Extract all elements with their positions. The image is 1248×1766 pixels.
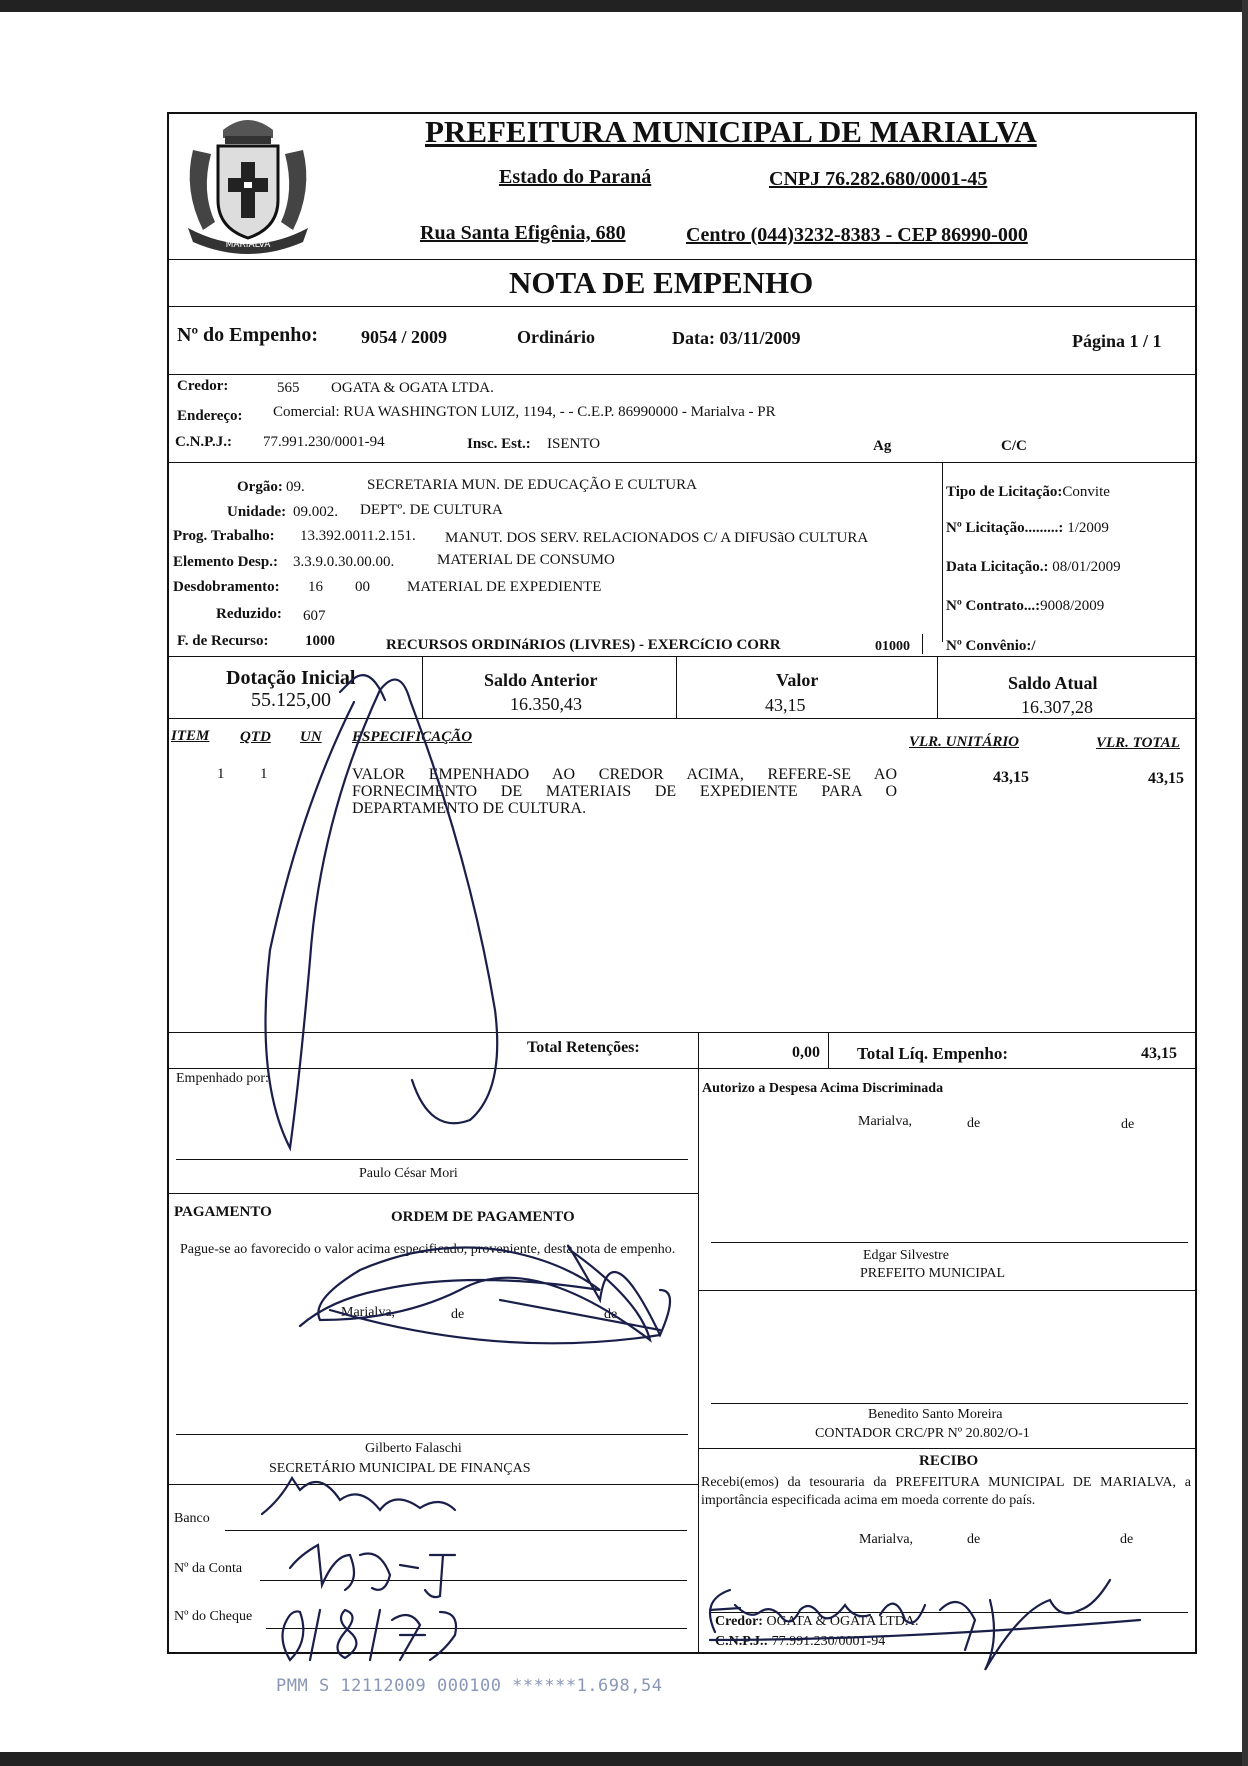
saldo-atual-label: Saldo Atual [1008, 673, 1098, 693]
saldo-anterior-value: 16.350,43 [510, 694, 582, 714]
address-field-label: Endereço: [177, 408, 243, 424]
orgao-code: 09. [286, 479, 305, 495]
desdobramento-name: MATERIAL DE EXPEDIENTE [407, 579, 602, 595]
state-label: Estado do Paraná [499, 166, 652, 188]
page-number: Página 1 / 1 [1072, 331, 1162, 351]
orgao-label: Orgão: [237, 479, 283, 495]
orgao-name: SECRETARIA MUN. DE EDUCAÇÃO E CULTURA [367, 477, 697, 493]
spec-column-header: ESPECIFICAÇÃO [352, 729, 473, 745]
pagamento-de1: de [451, 1307, 465, 1322]
svg-text:MARIALVA: MARIALVA [225, 240, 271, 250]
scan-edge-right [1242, 0, 1248, 1766]
recibo-cnpj: 77.991.230/0001-94 [771, 1634, 886, 1649]
convenio-label: Nº Convênio:/ [946, 638, 1036, 654]
pagamento-place: Marialva, [341, 1305, 396, 1320]
prefeito-name: Edgar Silvestre [863, 1248, 949, 1263]
credor-name: OGATA & OGATA LTDA. [331, 380, 494, 396]
recurso-label: F. de Recurso: [177, 633, 269, 649]
pagamento-text: Pague-se ao favorecido o valor acima especificado, proveniente, desta nota de empenho. [180, 1242, 676, 1257]
prog-code: 13.392.0011.2.151. [300, 528, 416, 544]
saldo-atual-value: 16.307,28 [1021, 697, 1093, 717]
unidade-label: Unidade: [227, 504, 287, 520]
item-total-price: 43,15 [1148, 770, 1184, 787]
prog-label: Prog. Trabalho: [173, 528, 275, 544]
recibo-text: Recebi(emos) da tesouraria da PREFEITURA MUNICIPAL DE MARIALVA, a importância especificada acima em moeda corrente do país. [701, 1475, 1191, 1508]
elemento-label: Elemento Desp.: [173, 554, 278, 570]
recibo-place: Marialva, [859, 1532, 914, 1547]
retencoes-value: 0,00 [792, 1044, 820, 1061]
empenhado-por-name: Paulo César Mori [359, 1166, 458, 1181]
coat-of-arms-icon [173, 110, 323, 262]
autorizo-de1: de [967, 1116, 981, 1131]
recibo-credor-label: Credor: [715, 1614, 763, 1629]
cnpj-label: CNPJ 76.282.680/0001-45 [769, 168, 988, 190]
item-column-header: ITEM [171, 728, 210, 744]
liquido-value: 43,15 [1141, 1045, 1177, 1062]
prog-name: MANUT. DOS SERV. RELACIONADOS C/ A DIFUSãO CULTURA [445, 530, 869, 546]
prefeito-role: PREFEITO MUNICIPAL [860, 1266, 1006, 1281]
desdobramento-label: Desdobramento: [173, 579, 280, 595]
saldo-anterior-label: Saldo Anterior [484, 670, 598, 690]
contrato-label: Nº Contrato...: [946, 598, 1041, 614]
item-specification: VALOR EMPENHADO AO CREDOR ACIMA, REFERE-SE AO FORNECIMENTO DE MATERIAIS DE EXPEDIENTE PARA O DEPARTAMENTO DE CULTURA. [352, 766, 897, 817]
footer-stamp: PMM S 12112009 000100 ******1.698,54 [276, 1676, 663, 1696]
page-title: PREFEITURA MUNICIPAL DE MARIALVA [425, 114, 1037, 149]
scan-edge-bottom [0, 1752, 1248, 1766]
autorizo-place: Marialva, [858, 1114, 913, 1129]
autorizo-label: Autorizo a Despesa Acima Discriminada [702, 1081, 944, 1096]
unidade-code: 09.002. [293, 504, 338, 520]
agency-label: Ag [873, 438, 892, 454]
dotacao-label: Dotação Inicial [226, 667, 356, 689]
recibo-credor: OGATA & OGATA LTDA. [766, 1614, 919, 1629]
desdobramento-code: 16 [308, 579, 323, 595]
contrato-number: 9008/2009 [1040, 598, 1105, 614]
unidade-name: DEPTº. DE CULTURA [360, 502, 503, 518]
insc-est: ISENTO [547, 436, 601, 452]
pagamento-signer-name: Gilberto Falaschi [365, 1441, 462, 1456]
recibo-label: RECIBO [919, 1453, 979, 1469]
licitacao-date: 08/01/2009 [1052, 559, 1121, 575]
item-unit-price: 43,15 [993, 769, 1029, 786]
address-label: Rua Santa Efigênia, 680 [420, 222, 626, 244]
autorizo-de2: de [1121, 1117, 1135, 1132]
licitacao-type-label: Tipo de Licitação: [946, 484, 1063, 500]
recurso-code2: 01000 [875, 639, 910, 654]
empenho-number-label: Nº do Empenho: [177, 324, 319, 346]
recibo-de1: de [967, 1532, 981, 1547]
empenhado-por-label: Empenhado por: [176, 1071, 269, 1086]
reduzido-label: Reduzido: [216, 606, 282, 622]
qtd-column-header: QTD [240, 729, 271, 745]
valor-value: 43,15 [765, 695, 806, 715]
valor-label: Valor [776, 670, 819, 690]
insc-est-label: Insc. Est.: [467, 436, 531, 452]
licitacao-type: Convite [1062, 484, 1110, 500]
document-title: NOTA DE EMPENHO [509, 265, 814, 300]
licitacao-number: 1/2009 [1067, 520, 1109, 536]
credor-code: 565 [277, 380, 300, 396]
cheque-label: Nº do Cheque [174, 1609, 253, 1624]
scan-edge-top [0, 0, 1248, 12]
empenho-date: Data: 03/11/2009 [672, 328, 801, 348]
empenho-type: Ordinário [517, 327, 596, 347]
conta-label: Nº da Conta [174, 1561, 243, 1576]
banco-label: Banco [174, 1511, 210, 1526]
credor-label: Credor: [177, 378, 229, 394]
retencoes-label: Total Retenções: [527, 1039, 640, 1056]
item-number: 1 [217, 766, 225, 782]
nota-de-empenho-form [167, 112, 1197, 1654]
ordem-pagamento-label: ORDEM DE PAGAMENTO [391, 1209, 575, 1225]
recurso-code: 1000 [305, 633, 335, 649]
dotacao-value: 55.125,00 [251, 689, 331, 711]
total-price-column-header: VLR. TOTAL [1096, 735, 1180, 751]
pagamento-de2: de [604, 1307, 618, 1322]
recibo-de2: de [1120, 1532, 1134, 1547]
account-label: C/C [1001, 438, 1027, 454]
credor-address: Comercial: RUA WASHINGTON LUIZ, 1194, - - C.E.P. 86990000 - Marialva - PR [273, 404, 776, 420]
contador-role: CONTADOR CRC/PR Nº 20.802/O-1 [815, 1426, 1030, 1441]
liquido-label: Total Líq. Empenho: [857, 1044, 1008, 1063]
reduzido: 607 [303, 608, 326, 624]
licitacao-date-label: Data Licitação.: [946, 559, 1049, 575]
address-rest-label: Centro (044)3232-8383 - CEP 86990-000 [686, 224, 1028, 246]
item-qtd: 1 [260, 766, 268, 782]
elemento-name: MATERIAL DE CONSUMO [437, 552, 615, 568]
desdobramento-code2: 00 [355, 579, 370, 595]
pagamento-label: PAGAMENTO [174, 1204, 272, 1220]
recibo-cnpj-label: C.N.P.J.: [715, 1634, 769, 1649]
credor-cnpj: 77.991.230/0001-94 [263, 434, 385, 450]
credor-cnpj-label: C.N.P.J.: [175, 434, 232, 450]
contador-name: Benedito Santo Moreira [868, 1407, 1003, 1422]
licitacao-number-label: Nº Licitação.........: [946, 520, 1064, 536]
recurso-name: RECURSOS ORDINáRIOS (LIVRES) - EXERCíCIO CORR [386, 637, 781, 653]
empenho-number: 9054 / 2009 [361, 327, 448, 347]
unit-price-column-header: VLR. UNITÁRIO [909, 734, 1020, 750]
elemento-code: 3.3.9.0.30.00.00. [293, 554, 395, 570]
un-column-header: UN [300, 729, 322, 745]
pagamento-signer-role: SECRETÁRIO MUNICIPAL DE FINANÇAS [269, 1461, 531, 1476]
